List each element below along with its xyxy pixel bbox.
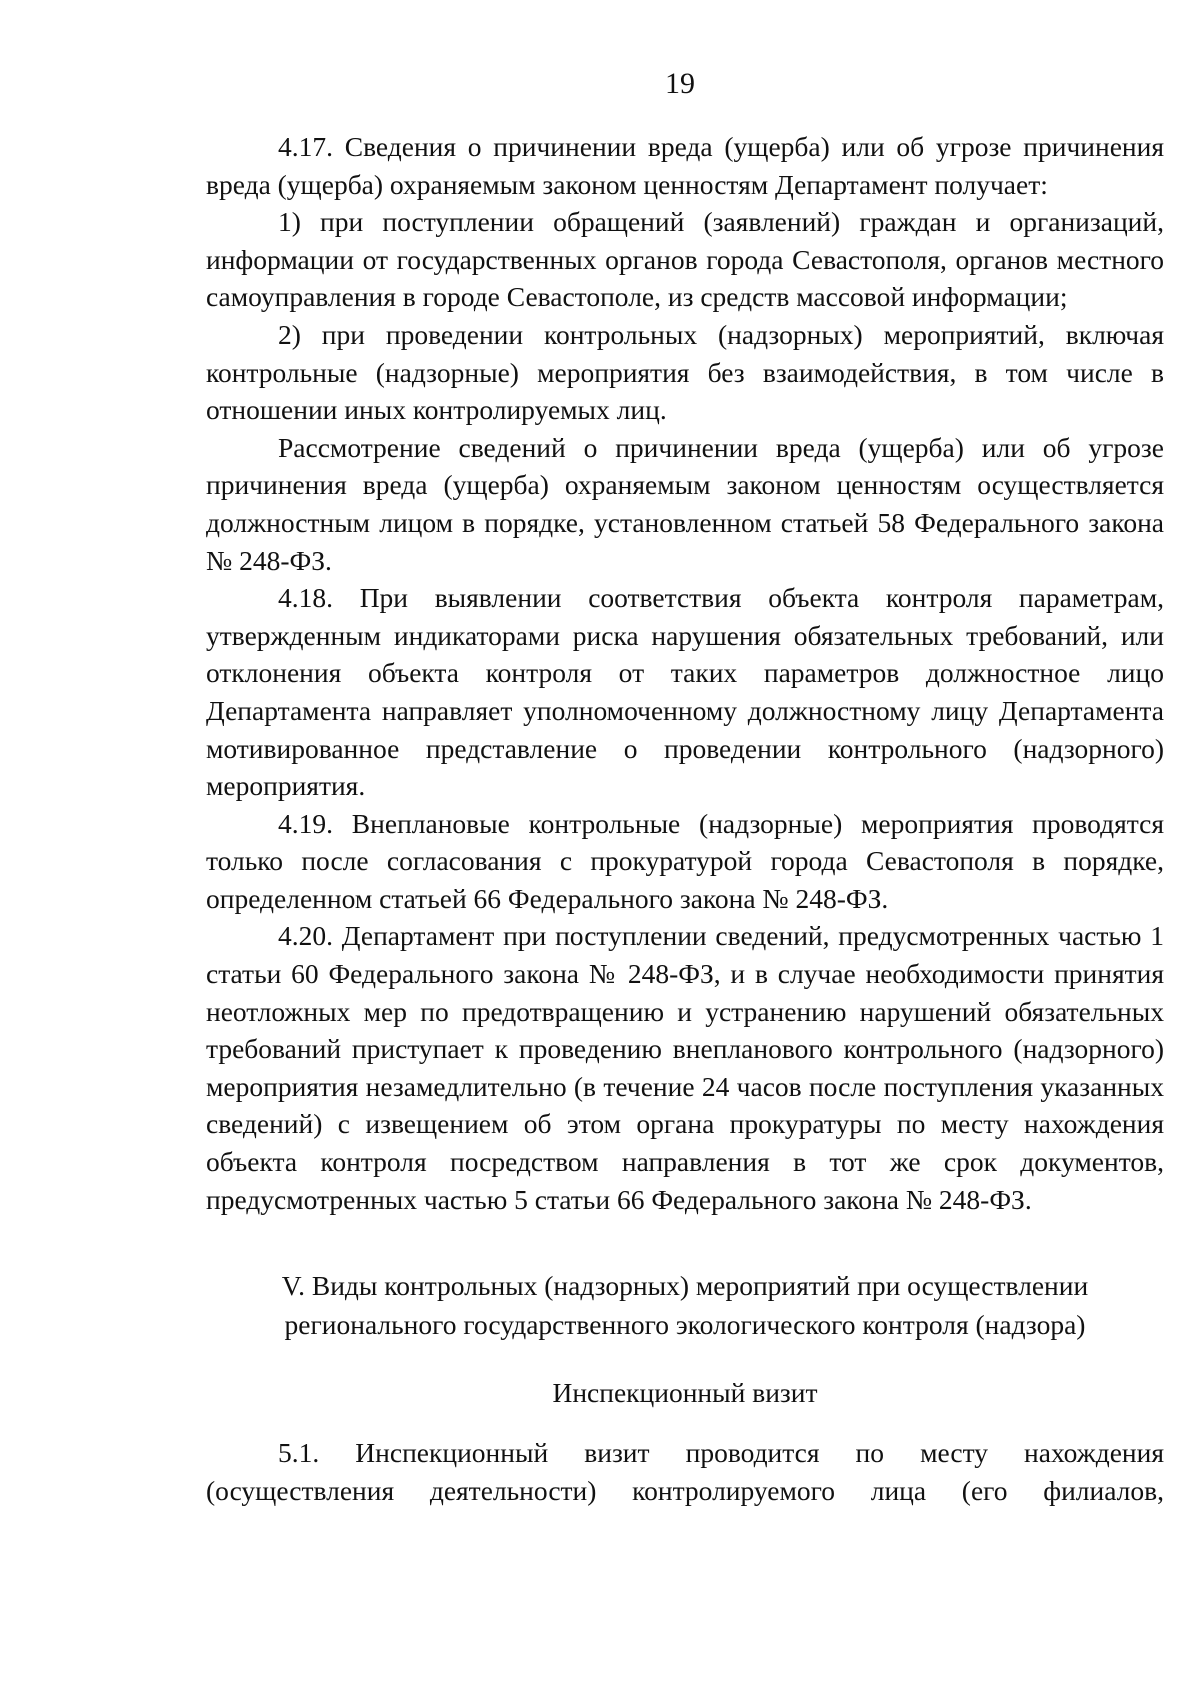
- paragraph-4-19: 4.19. Внеплановые контрольные (надзорные) мероприятия проводятся только после согласования с прокуратурой города Севастополя в порядке, определенном статьей 66 Федерального закона № 248-ФЗ.: [206, 807, 1164, 914]
- section-v-title-line-2: регионального государственного экологического контроля (надзора): [284, 1309, 1086, 1341]
- paragraph-4-20: 4.20. Департамент при поступлении сведений, предусмотренных частью 1 статьи 60 Федерального закона № 248-ФЗ, и в случае необходимости принятия неотложных мер по предотвращению и устранению нарушений обязательных требований приступает к проведению внепланового контрольного (надзорного) мероприятия незамедлительно (в течение 24 часов после поступления указанных сведений) с извещением об этом органа прокуратуры по месту нахождения объекта контроля посредством направления в тот же срок документов, предусмотренных частью 5 статьи 66 Федерального закона № 248-ФЗ.: [206, 920, 1164, 1215]
- section-v-title-line-1: V. Виды контрольных (надзорных) мероприятий при осуществлении: [281, 1270, 1089, 1302]
- paragraph-4-17-item-2: 2) при проведении контрольных (надзорных) мероприятий, включая контрольные (надзорные) мероприятия без взаимодействия, в том числе в отношении иных контролируемых лиц.: [206, 318, 1164, 426]
- paragraph-4-17-item-1: 1) при поступлении обращений (заявлений) граждан и организаций, информации от государственных органов города Севастополя, органов местного самоуправления в городе Севастополе, из средств массовой информации;: [206, 206, 1164, 313]
- paragraph-4-18: 4.18. При выявлении соответствия объекта контроля параметрам, утвержденным индикаторами риска нарушения обязательных требований, или отклонения объекта контроля от таких параметров должностное лицо Департамента направляет уполномоченному должностному лицу Департамента мотивированное представление о проведении контрольного (надзорного) мероприятия.: [206, 582, 1164, 802]
- section-v-heading: [206, 1266, 1164, 1344]
- paragraph-5-1: 5.1. Инспекционный визит проводится по месту нахождения (осуществления деятельности) контролируемого лица (его филиалов,: [206, 1437, 1164, 1506]
- page-number: 19: [665, 67, 695, 100]
- paragraph-4-17: 4.17. Сведения о причинении вреда (ущерба) или об угрозе причинения вреда (ущерба) охраняемым законом ценностям Департамент получает:: [206, 131, 1164, 200]
- inspection-visit-heading: Инспекционный визит: [552, 1377, 818, 1409]
- paragraph-4-17-review: Рассмотрение сведений о причинении вреда (ущерба) или об угрозе причинения вреда (ущерба) охраняемым законом ценностям осуществляется должностным лицом в порядке, установленном статьей 58 Федерального закона № 248-ФЗ.: [206, 431, 1164, 576]
- document-body: [206, 128, 1164, 1509]
